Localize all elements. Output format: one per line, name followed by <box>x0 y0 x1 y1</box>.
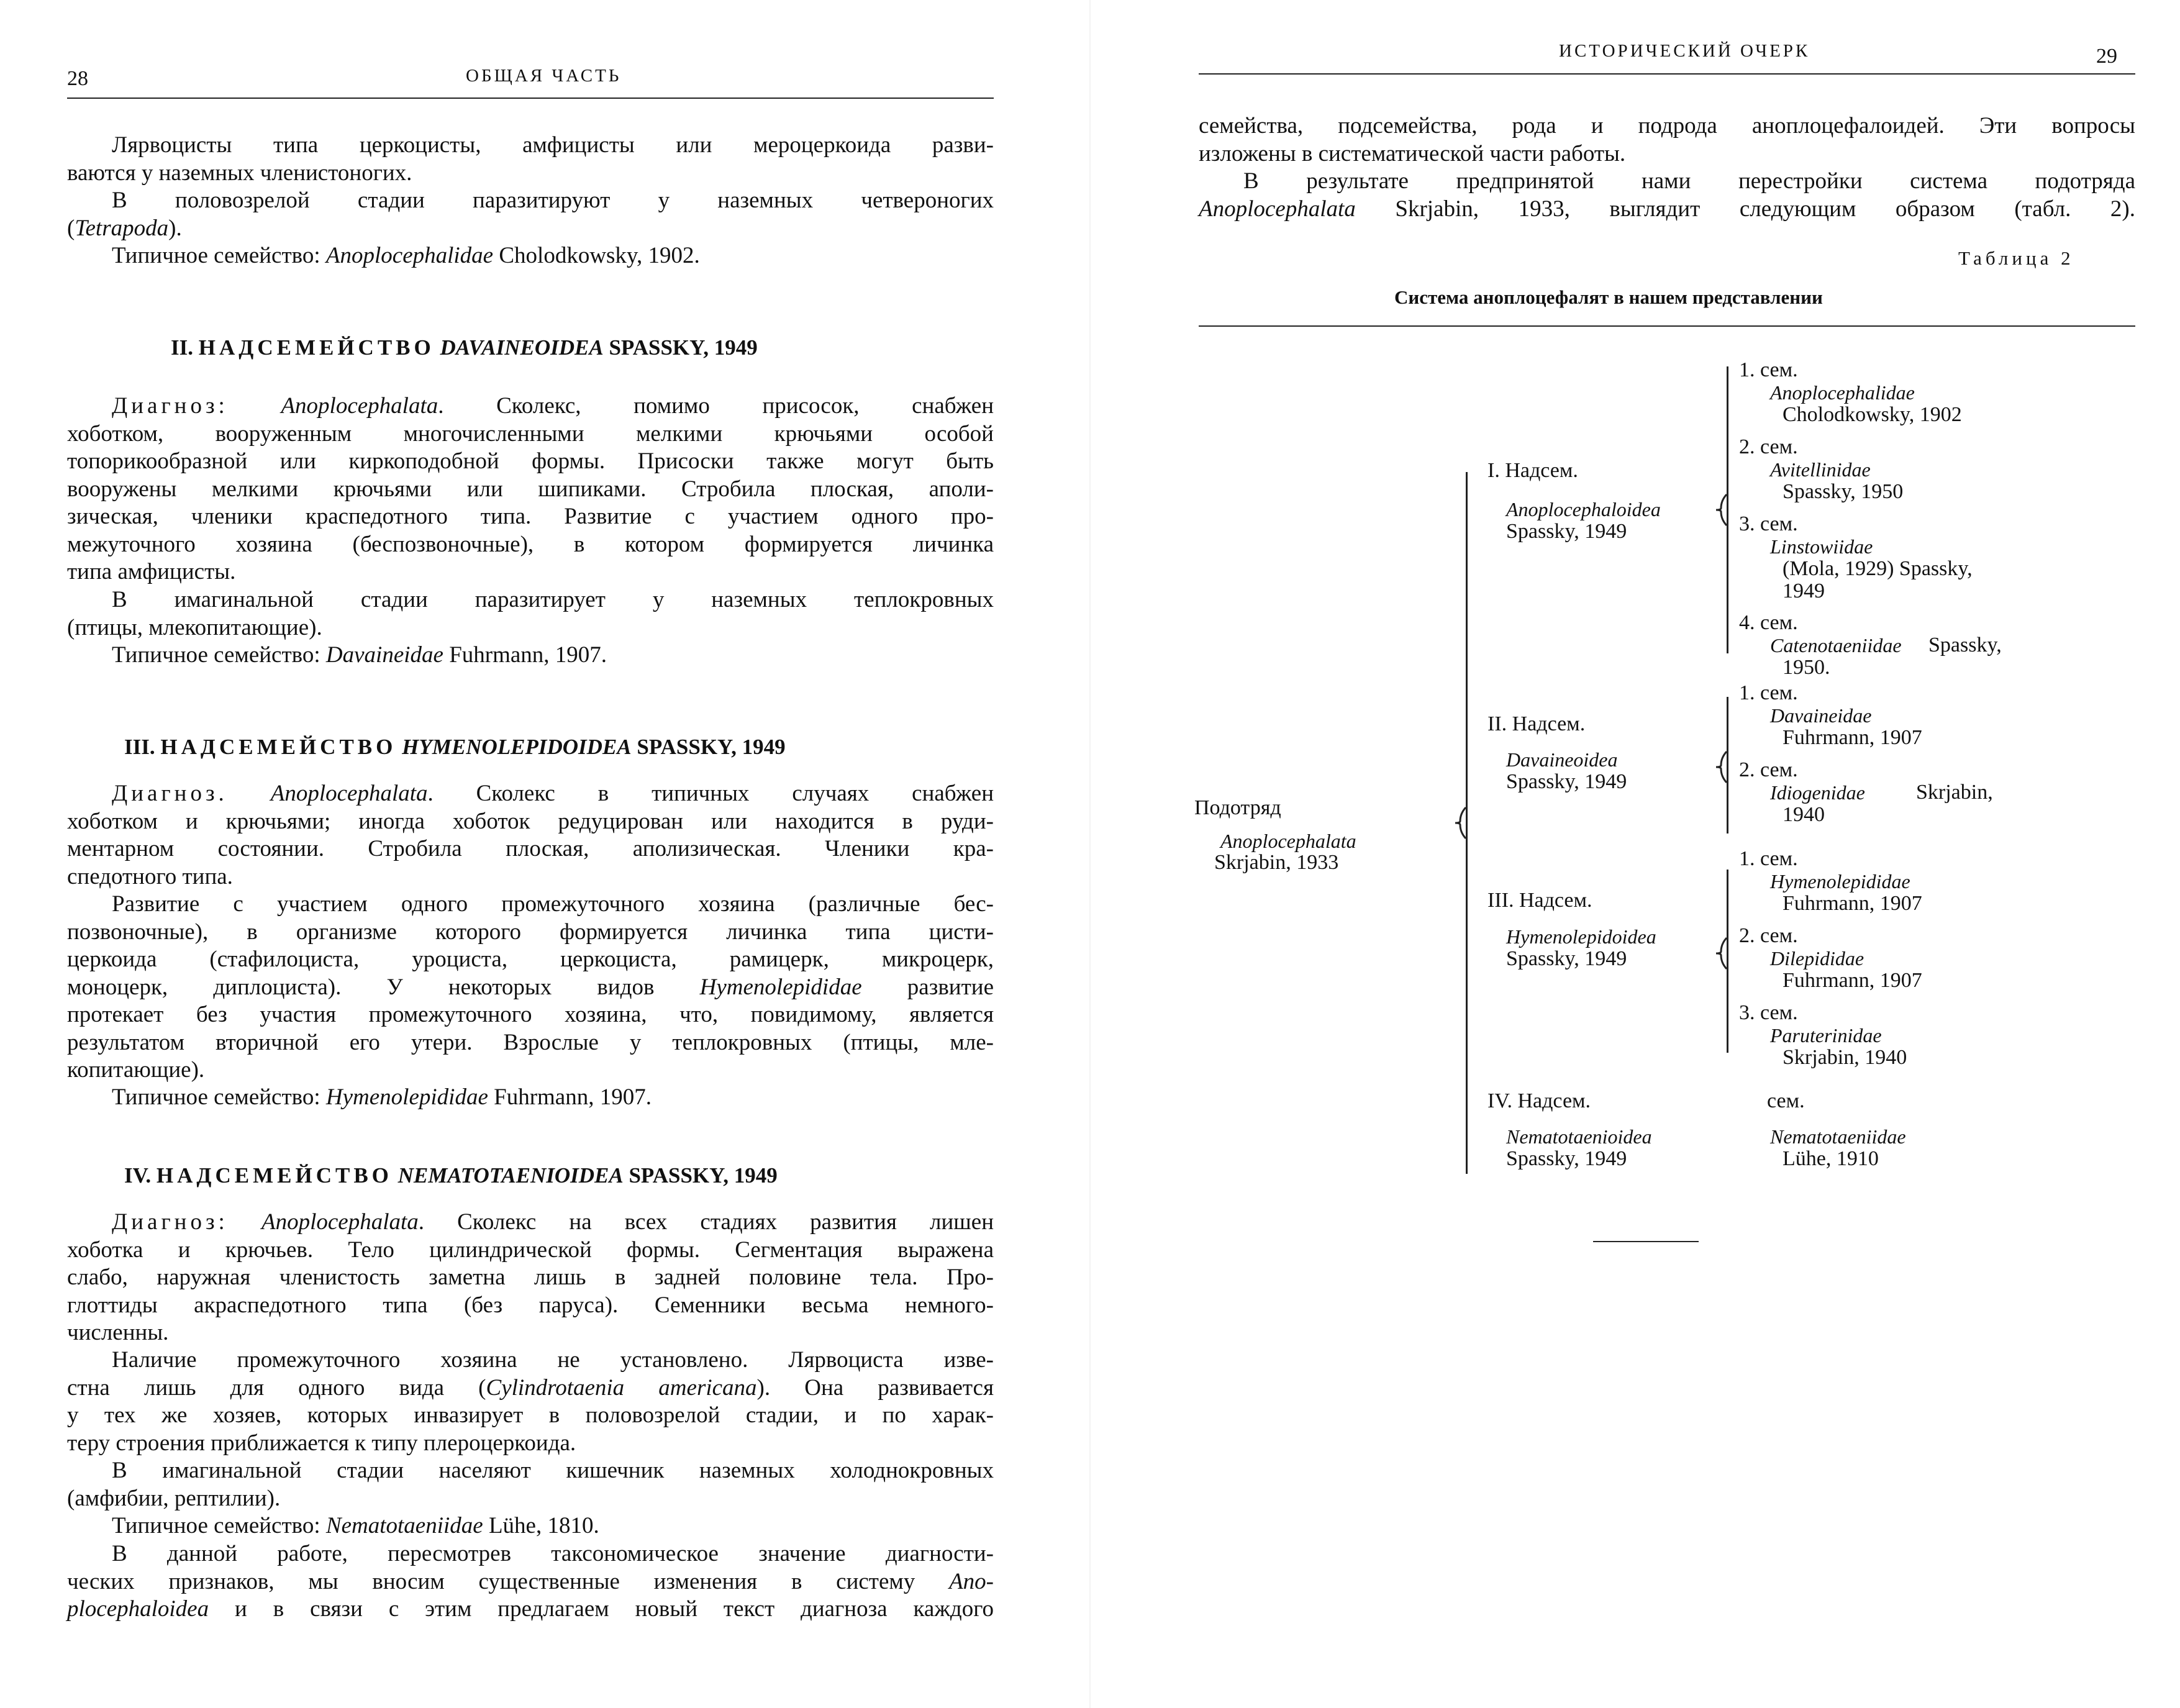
text-line: хоботком и крючьями; иногда хоботок редуцирован или находится в руди- <box>67 808 994 834</box>
family-author: (Mola, 1929) Spassky, <box>1783 557 1973 580</box>
paragraph <box>1199 112 2135 168</box>
family-author: Skrjabin, <box>1916 781 1993 804</box>
text-line: позвоночные), в организме которого формируется личинка типа цисти- <box>67 919 994 945</box>
taxon-name: Ano- <box>949 1568 994 1594</box>
text-line: численны. <box>67 1320 169 1345</box>
text-line: (птицы, млекопитающие). <box>67 614 322 640</box>
paragraph <box>67 1512 994 1540</box>
suborder-name: Anoplocephalata <box>1220 830 1356 852</box>
family-rank: 2. сем. <box>1739 435 1798 458</box>
bracket-tip <box>1716 938 1725 969</box>
taxon-name: Hymenolepididae <box>325 1084 488 1110</box>
paragraph <box>67 132 994 187</box>
page-number: 29 <box>2096 45 2117 68</box>
family-author: Fuhrmann, 1907 <box>1783 969 1922 992</box>
text-line: (амфибии, рептилии). <box>67 1485 281 1511</box>
bracket-tip <box>1716 752 1725 783</box>
family-author: Lühe, 1910 <box>1783 1147 1879 1170</box>
taxon-name: Anoplocephalidae <box>325 243 494 268</box>
header-rule <box>1199 73 2135 75</box>
paragraph <box>67 1347 994 1457</box>
taxon-name: Hymenolepididae <box>699 974 862 1000</box>
family-name: Catenotaeniidae <box>1770 634 1902 656</box>
family-author: Spassky, <box>1928 634 2002 656</box>
superfamily-author: Spassky, 1949 <box>1506 770 1627 793</box>
text-line: ческих признаков, мы вносим существенные изменения в систему Ano- <box>67 1568 994 1594</box>
bracket-tip <box>1716 494 1725 525</box>
text-line: результатом вторичной его утери. Взрослые у теплокровных (птицы, мле- <box>67 1029 994 1055</box>
section-heading: IV. НАДСЕМЕЙСТВО NEMATOTAENIOIDEA SPASSKY, 1949 <box>124 1163 778 1188</box>
superfamily-rank: IV. Надсем. <box>1487 1089 1591 1112</box>
text-line: хоботком, вооруженным многочисленными мелкими крючьями особой <box>67 420 994 447</box>
superfamily-rank: II. Надсем. <box>1487 712 1586 735</box>
family-bracket <box>1727 697 1728 834</box>
family-bracket <box>1727 366 1728 653</box>
table-rule <box>1199 325 2135 327</box>
family-rank: сем. <box>1767 1089 1805 1112</box>
text-line: Диагноз. Anoplocephalata. Сколекс в типичных случаях снабжен <box>112 781 994 806</box>
table-title: Система аноплоцефалят в нашем представлении <box>1394 286 1823 308</box>
superfamily-bracket <box>1466 472 1468 1174</box>
text-line: ментарном состоянии. Стробила плоская, аполизическая. Членики кра- <box>67 836 994 861</box>
text-line: протекает без участия промежуточного хозяина, что, повидимому, является <box>67 1002 994 1027</box>
family-author: Spassky, 1950 <box>1783 480 1904 503</box>
paragraph <box>67 586 994 642</box>
text-line: В половозрелой стадии паразитируют у наземных четвероногих <box>112 188 994 213</box>
paragraph <box>67 242 994 270</box>
text-line: В данной работе, пересмотрев таксономическое значение диагности- <box>112 1541 994 1566</box>
text-line: глоттиды акраспедотного типа (без паруса). Семенники весьма немного- <box>67 1292 994 1318</box>
text-line: В результате предпринятой нами перестройки система подотряда <box>1243 168 2135 194</box>
header-rule <box>67 98 994 99</box>
family-rank: 3. сем. <box>1739 1001 1798 1024</box>
family-author: Cholodkowsky, 1902 <box>1783 403 1962 426</box>
family-name: Dilepididae <box>1770 947 1864 970</box>
taxon-name: NEMATOTAENIOIDEA <box>397 1163 624 1188</box>
text-line: Anoplocephalata Skrjabin, 1933, выглядит следующим образом (табл. 2). <box>1199 196 2135 222</box>
text-line: plocephaloidea и в связи с этим предлагаем новый текст диагноза каждого <box>67 1596 994 1622</box>
text-line: Типичное семейство: Anoplocephalidae Cholodkowsky, 1902. <box>112 243 700 268</box>
text-line: типа амфицисты. <box>67 559 236 584</box>
superfamily-name: Nematotaenioidea <box>1506 1125 1652 1148</box>
text-line: вооружены мелкими крючьями или шипиками. Стробила плоская, аполи- <box>67 476 994 502</box>
table-caption: Таблица 2 <box>1958 247 2074 269</box>
taxon-name: Nematotaeniidae <box>325 1513 483 1538</box>
taxon-name: Cylindrotaenia americana <box>486 1374 757 1401</box>
text-line: Диагноз: Anoplocephalata. Сколекс, помимо присосок, снабжен <box>112 393 994 419</box>
running-head: ИСТОРИЧЕСКИЙ ОЧЕРК <box>1559 41 1810 61</box>
family-rank: 1. сем. <box>1739 681 1798 704</box>
text-line: топорикообразной или киркоподобной формы. Присоски также могут быть <box>67 448 994 474</box>
text-line: изложены в систематической части работы. <box>1199 140 1626 166</box>
paragraph <box>67 780 994 891</box>
text-line: спедотного типа. <box>67 863 233 889</box>
superfamily-author: Spassky, 1949 <box>1506 947 1627 970</box>
family-author: 1940 <box>1783 803 1825 826</box>
section-heading: III. НАДСЕМЕЙСТВО HYMENOLEPIDOIDEA SPASSKY, 1949 <box>124 735 786 759</box>
text-line: у тех же хозяев, которых инвазирует в половозрелой стадии, и по харак- <box>67 1402 994 1428</box>
text-line: копитающие). <box>67 1057 205 1083</box>
superfamily-author: Spassky, 1949 <box>1506 1147 1627 1170</box>
text-line: (Tetrapoda). <box>67 215 182 241</box>
paragraph <box>67 187 994 242</box>
paragraph <box>67 642 994 670</box>
superfamily-name: Davaineoidea <box>1506 748 1618 771</box>
section-heading: II. НАДСЕМЕЙСТВО DAVAINEOIDEA SPASSKY, 1949 <box>171 335 758 360</box>
paragraph <box>67 1084 994 1112</box>
text-line: слабо, наружная членистость заметна лишь в задней половине тела. Про- <box>67 1265 994 1290</box>
paragraph <box>67 1457 994 1512</box>
family-rank: 1. сем. <box>1739 847 1798 870</box>
taxon-name: HYMENOLEPIDOIDEA <box>402 735 632 759</box>
text-line: межуточного хозяина (беспозвоночные), в котором формируется личинка <box>67 531 994 557</box>
right-page <box>1090 0 2180 1708</box>
family-author: Fuhrmann, 1907 <box>1783 892 1922 915</box>
superfamily-rank: III. Надсем. <box>1487 889 1592 912</box>
text-line: Лярвоцисты типа церкоцисты, амфицисты или мероцеркоида разви- <box>112 132 994 158</box>
superfamily-rank: I. Надсем. <box>1487 459 1578 482</box>
superfamily-author: Spassky, 1949 <box>1506 520 1627 543</box>
text-line: Типичное семейство: Hymenolepididae Fuhrmann, 1907. <box>112 1084 652 1110</box>
family-name: Idiogenidae <box>1770 781 1865 804</box>
text-line: хоботка и крючьев. Тело цилиндрической формы. Сегментация выражена <box>67 1237 994 1263</box>
text-line: церкоида (стафилоциста, уроциста, церкоциста, рамицерк, микроцерк, <box>67 947 994 972</box>
closing-rule <box>1593 1241 1699 1242</box>
family-name: Avitellinidae <box>1770 458 1871 481</box>
text-line: В имагинальной стадии паразитирует у наземных теплокровных <box>112 587 994 612</box>
text-line: стна лишь для одного вида (Cylindrotaenia americana). Она развивается <box>67 1374 994 1401</box>
paragraph <box>67 1540 994 1624</box>
taxon-name: DAVAINEOIDEA <box>440 335 604 360</box>
family-bracket <box>1727 870 1728 1053</box>
family-author: 1949 <box>1783 579 1825 602</box>
page-number: 28 <box>67 67 88 90</box>
paragraph <box>1199 168 2135 223</box>
text-line: семейства, подсемейства, рода и подрода аноплоцефалоидей. Эти вопросы <box>1199 113 2135 139</box>
family-author: Skrjabin, 1940 <box>1783 1046 1907 1069</box>
taxon-name: Anoplocephalata <box>1199 196 1356 222</box>
bracket-tip <box>1455 807 1464 838</box>
text-line: ваются у наземных членистоногих. <box>67 160 412 186</box>
text-line: В имагинальной стадии населяют кишечник наземных холоднокровных <box>112 1458 994 1483</box>
text-line: Диагноз: Anoplocephalata. Сколекс на всех стадиях развития лишен <box>112 1209 994 1235</box>
family-author: 1950. <box>1783 656 1830 679</box>
text-line: Типичное семейство: Davaineidae Fuhrmann, 1907. <box>112 642 607 668</box>
running-head: ОБЩАЯ ЧАСТЬ <box>466 66 622 86</box>
family-rank: 2. сем. <box>1739 758 1798 781</box>
family-name: Linstowiidae <box>1770 535 1873 558</box>
family-name: Paruterinidae <box>1770 1024 1882 1047</box>
text-line: теру строения приближается к типу плероцеркоида. <box>67 1430 576 1456</box>
paragraph <box>67 393 994 586</box>
family-rank: 2. сем. <box>1739 924 1798 947</box>
superfamily-name: Hymenolepidoidea <box>1506 925 1656 948</box>
text-line: зическая, членики краспедотного типа. Развитие с участием одного про- <box>67 504 994 529</box>
suborder-rank: Подотряд <box>1194 796 1281 819</box>
family-name: Hymenolepididae <box>1770 870 1910 893</box>
taxon-name: Davaineidae <box>325 642 443 668</box>
paragraph <box>67 891 994 1084</box>
suborder-author: Skrjabin, 1933 <box>1214 851 1339 874</box>
taxon-name: plocephaloidea <box>67 1596 209 1622</box>
paragraph <box>67 1209 994 1347</box>
superfamily-name: Anoplocephaloidea <box>1506 498 1661 520</box>
text-line: Наличие промежуточного хозяина не установлено. Лярвоциста изве- <box>112 1347 994 1373</box>
family-name: Anoplocephalidae <box>1770 381 1915 404</box>
family-author: Fuhrmann, 1907 <box>1783 726 1922 749</box>
taxon-name: Tetrapoda <box>75 215 169 241</box>
family-name: Nematotaeniidae <box>1770 1125 1906 1148</box>
text-line: Развитие с участием одного промежуточного хозяина (различные бес- <box>112 891 994 917</box>
family-name: Davaineidae <box>1770 704 1872 727</box>
family-rank: 1. сем. <box>1739 358 1798 381</box>
family-rank: 4. сем. <box>1739 611 1798 634</box>
text-line: Типичное семейство: Nematotaeniidae Lühe, 1810. <box>112 1513 599 1538</box>
family-rank: 3. сем. <box>1739 512 1798 535</box>
text-line: моноцерк, диплоциста). У некоторых видов Hymenolepididae развитие <box>67 974 994 1000</box>
